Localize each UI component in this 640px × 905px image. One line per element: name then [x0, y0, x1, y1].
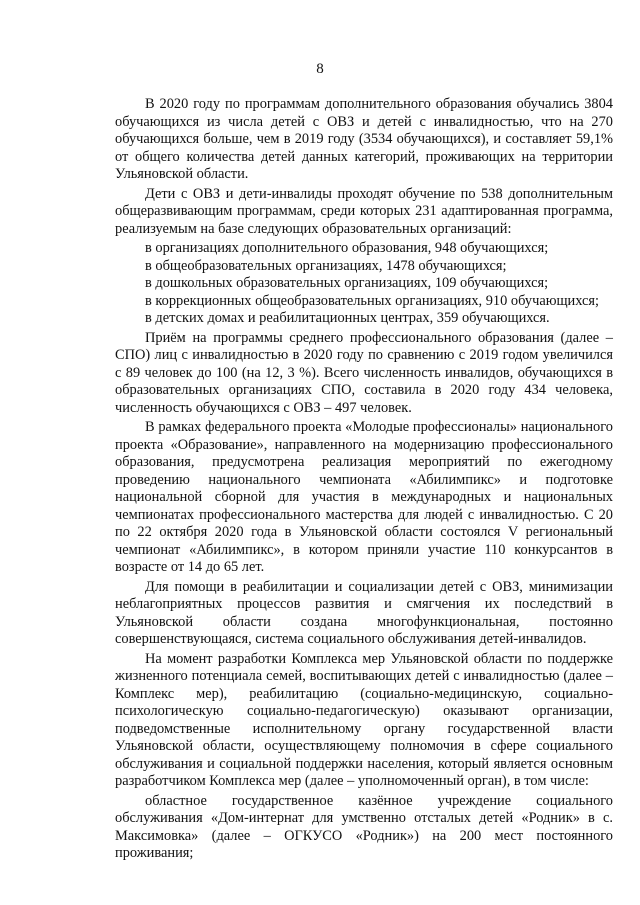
- list-item: в общеобразовательных организациях, 1478 обучающихся;: [145, 257, 507, 274]
- page-number: 8: [316, 61, 324, 77]
- paragraph-rodnik-institution: областное государственное казённое учреждение социального обслуживания «Дом-интернат для умственно отсталых детей «Родник» в с. Максимовка» (далее – ОГКУСО «Родник») на 200 мест постоянного проживания;: [115, 792, 613, 861]
- list-item: в детских домах и реабилитационных центрах, 359 обучающихся.: [145, 310, 550, 326]
- list-item: в коррекционных общеобразовательных организациях, 910 обучающихся;: [145, 292, 600, 309]
- paragraph-complex-measures: На момент разработки Комплекса мер Ульяновской области по поддержке жизненного потенциала семей, воспитывающих детей с инвалидностью (далее – Комплекс мер), реабилитацию (социально-медицинскую, социально-психологическую социально-педагогическую) оказывают организации, подведомственные исполнительному органу государственной власти Ульяновской области, осуществляющему полномочия в сфере социального обслуживания и социальной поддержки населения, который является основным разработчиком Комплекса мер (далее – уполномоченный орган), в том числе:: [115, 650, 613, 789]
- paragraph-dop-education: В 2020 году по программам дополнительного образования обучались 3804 обучающихся из числа детей с ОВЗ и детей с инвалидностью, что на 270 обучающихся больше, чем в 2019 году (3534 обучающихся), и составляет 59,1% от общего количества детей данных категорий, проживающих на территории Ульяновской области.: [115, 96, 613, 182]
- paragraph-programs-intro: Дети с ОВЗ и дети-инвалиды проходят обучение по 538 дополнительным общеразвивающим программам, среди которых 231 адаптированная программа, реализуемым на базе следующих образовательных организаций:: [115, 185, 613, 237]
- document-body: [115, 96, 613, 865]
- organization-list: [115, 240, 613, 328]
- list-item: в организациях дополнительного образования, 948 обучающихся;: [145, 240, 549, 256]
- paragraph-abilympics: В рамках федерального проекта «Молодые профессионалы» национального проекта «Образование», направленного на модернизацию профессионального образования, предусмотрена реализация мероприятий по ежегодному проведению национального чемпионата «Абилимпикс» и подготовке национальной сборной для участия в международных и национальных чемпионатах профессионального мастерства для людей с инвалидностью. С 20 по 22 октября 2020 года в Ульяновской области состоялся V региональный чемпионат «Абилимпикс», в котором приняли участие 110 конкурсантов в возрасте от 14 до 65 лет.: [115, 419, 613, 575]
- list-item: в дошкольных образовательных организациях, 109 обучающихся;: [145, 275, 549, 291]
- paragraph-social-service-system: Для помощи в реабилитации и социализации детей с ОВЗ, минимизации неблагоприятных процессов развития и смягчения их последствий в Ульяновской области создана многофункциональная, постоянно совершенствующаяся, система социального обслуживания детей-инвалидов.: [115, 578, 613, 647]
- paragraph-spo-admission: Приём на программы среднего профессионального образования (далее – СПО) лиц с инвалидностью в 2020 году по сравнению с 2019 годом увеличился с 89 человек до 100 (на 12, 3 %). Всего численность инвалидов, обучающихся в образовательных организациях СПО, составила в 2020 году 434 человека, численность обучающихся с ОВЗ – 497 человек.: [115, 329, 613, 416]
